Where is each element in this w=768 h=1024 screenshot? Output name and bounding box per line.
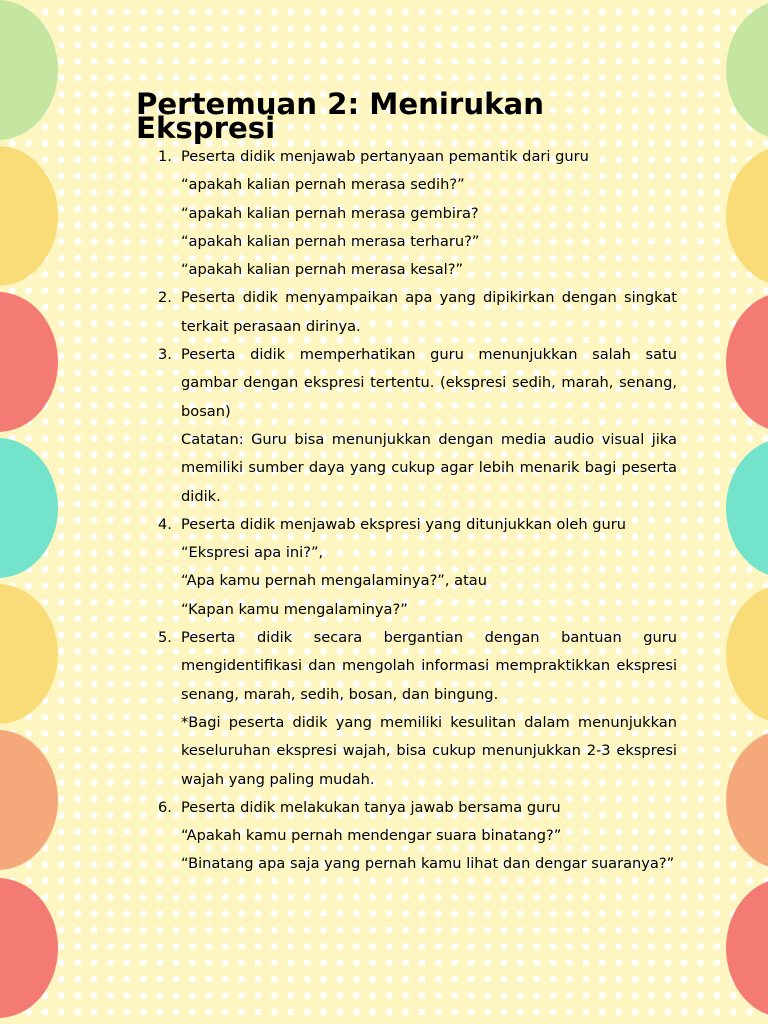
decor-bubble-right-6 xyxy=(726,730,768,870)
list-item-number: 3. xyxy=(158,346,172,364)
list-item xyxy=(136,143,677,284)
question-line: “Binatang apa saja yang pernah kamu lihat dan dengar suaranya?” xyxy=(181,855,675,873)
decor-bubble-right-5 xyxy=(726,584,768,724)
list-item-number: 1. xyxy=(158,148,172,165)
question-line: “Apakah kamu pernah mendengar suara binatang?” xyxy=(181,827,562,845)
list-item-text: Peserta didik menyampaikan apa yang dipikirkan dengan singkat terkait perasaan dirinya. xyxy=(181,289,677,335)
note-text: *Bagi peserta didik yang memiliki kesulitan dalam menunjukkan keseluruhan ekspresi wajah, bisa cukup menunjukkan 2-3 ekspresi wajah yang paling mudah. xyxy=(181,713,677,788)
decor-bubble-right-3 xyxy=(726,292,768,432)
question-line: “apakah kalian pernah merasa terharu?” xyxy=(181,232,480,250)
list-item-text: Peserta didik memperhatikan guru menunjukkan salah satu gambar dengan ekspresi tertentu. (ekspresi sedih, marah, senang, bosan) xyxy=(181,346,677,420)
decor-bubble-right-1 xyxy=(726,0,768,140)
list-item xyxy=(136,794,677,879)
decor-bubble-left-6 xyxy=(0,730,58,870)
decor-bubble-left-5 xyxy=(0,584,58,724)
activity-list xyxy=(136,143,677,879)
decor-bubble-left-4 xyxy=(0,438,58,578)
document-body xyxy=(136,87,677,879)
question-line: “apakah kalian pernah merasa sedih?” xyxy=(181,176,465,194)
list-item-text: Peserta didik secara bergantian dengan bantuan guru mengidentifikasi dan mengolah informasi mempraktikkan ekspresi senang, marah, sedih, bosan, dan bingung. xyxy=(181,629,677,703)
list-item-number: 6. xyxy=(158,798,172,816)
decor-bubble-left-2 xyxy=(0,146,58,286)
decor-bubble-left-7 xyxy=(0,878,58,1018)
decor-bubble-left-1 xyxy=(0,0,58,140)
note-text: Catatan: Guru bisa menunjukkan dengan media audio visual jika memiliki sumber daya yang cukup agar lebih menarik bagi peserta didik. xyxy=(181,430,677,505)
list-item xyxy=(136,624,677,794)
decor-bubble-left-3 xyxy=(0,292,58,432)
decor-bubble-right-2 xyxy=(726,146,768,286)
list-item-text: Peserta didik menjawab pertanyaan pemantik dari guru xyxy=(181,148,589,165)
list-item-number: 2. xyxy=(158,289,172,307)
list-item xyxy=(136,284,677,341)
list-item-text: Peserta didik melakukan tanya jawab bersama guru xyxy=(181,798,561,816)
list-item-number: 4. xyxy=(158,515,172,533)
list-item xyxy=(136,511,677,624)
question-line: “apakah kalian pernah merasa kesal?” xyxy=(181,261,464,279)
question-line: “Kapan kamu mengalaminya?” xyxy=(181,600,408,618)
decor-bubble-right-7 xyxy=(726,878,768,1018)
question-line: “Apa kamu pernah mengalaminya?”, atau xyxy=(181,572,488,590)
list-item xyxy=(136,341,677,511)
list-item-text: Peserta didik menjawab ekspresi yang ditunjukkan oleh guru xyxy=(181,515,627,533)
question-line: “Ekspresi apa ini?”, xyxy=(181,544,324,562)
decor-bubble-right-4 xyxy=(726,438,768,578)
list-item-number: 5. xyxy=(158,629,172,647)
section-title: Pertemuan 2: Menirukan Ekspresi xyxy=(136,87,544,145)
question-line: “apakah kalian pernah merasa gembira? xyxy=(181,204,479,222)
